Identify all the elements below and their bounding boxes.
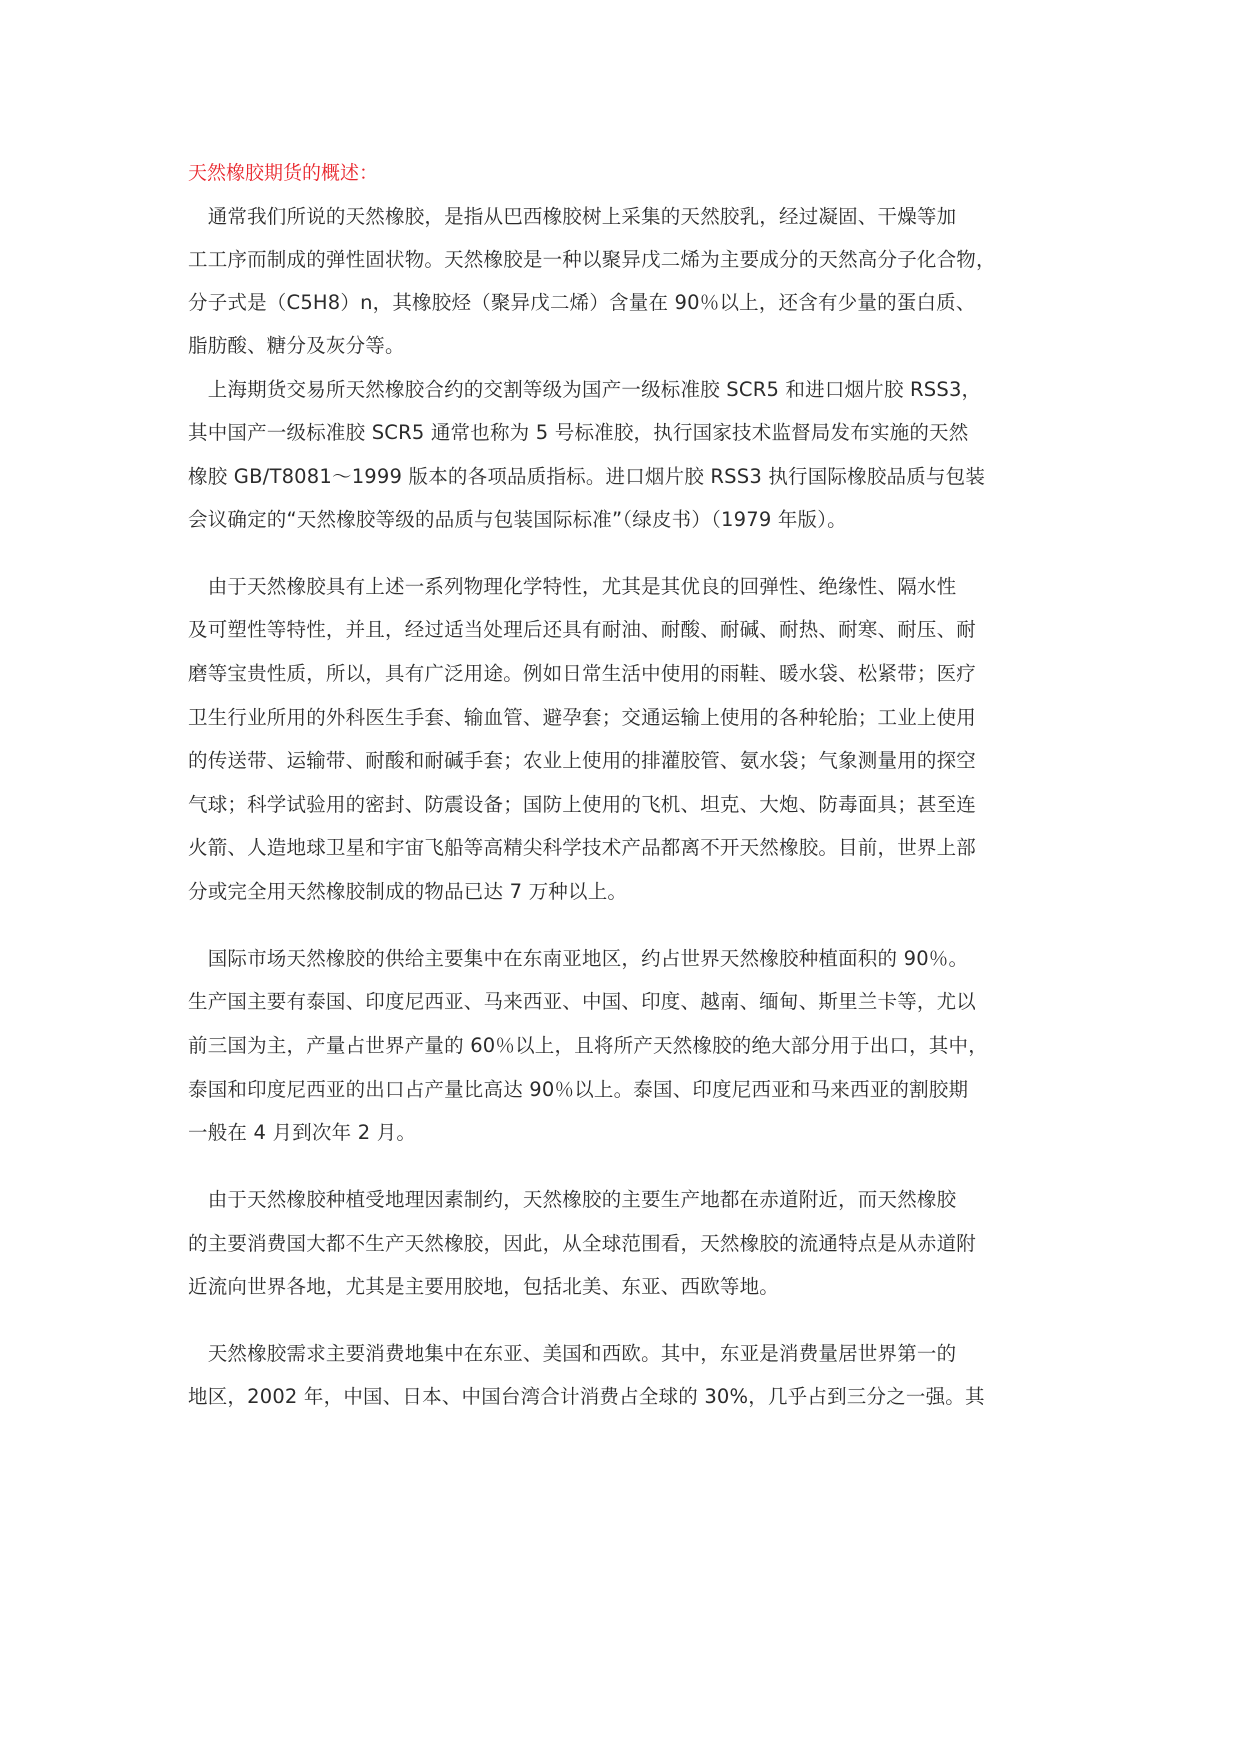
text-line: 的主要消费国大都不生产天然橡胶，因此，从全球范围看，天然橡胶的流通特点是从赤道附 [188, 1232, 977, 1255]
text-line: 泰国和印度尼西亚的出口占产量比高达 90％以上。泰国、印度尼西亚和马来西亚的割胶期 [188, 1078, 969, 1101]
text-line: 生产国主要有泰国、印度尼西亚、马来西亚、中国、印度、越南、缅甸、斯里兰卡等，尤以 [188, 990, 977, 1013]
text-line: 其中国产一级标准胶 SCR5 通常也称为 5 号标准胶，执行国家技术监督局发布实施的天然 [188, 421, 969, 444]
text-line: 前三国为主，产量占世界产量的 60％以上，且将所产天然橡胶的绝大部分用于出口，其中， [188, 1034, 988, 1057]
text-line: 由于天然橡胶具有上述一系列物理化学特性，尤其是其优良的回弹性、绝缘性、隔水性 [188, 575, 957, 598]
text-line: 通常我们所说的天然橡胶，是指从巴西橡胶树上采集的天然胶乳，经过凝固、干燥等加 [188, 205, 957, 228]
text-line: 气球；科学试验用的密封、防震设备；国防上使用的飞机、坦克、大炮、防毒面具；甚至连 [188, 793, 977, 816]
text-line: 橡胶 GB/T8081～1999 版本的各项品质指标。进口烟片胶 RSS3 执行国际橡胶品质与包装 [188, 465, 986, 488]
text-line: 火箭、人造地球卫星和宇宙飞船等高精尖科学技术产品都离不开天然橡胶。目前，世界上部 [188, 836, 977, 859]
text-line: 地区，2002 年，中国、日本、中国台湾合计消费占全球的 30%，几乎占到三分之一强。其 [188, 1385, 985, 1408]
text-line: 会议确定的“天然橡胶等级的品质与包装国际标准”（绿皮书）（1979 年版）。 [188, 508, 847, 531]
text-line: 由于天然橡胶种植受地理因素制约，天然橡胶的主要生产地都在赤道附近，而天然橡胶 [188, 1188, 957, 1211]
text-line: 一般在 4 月到次年 2 月。 [188, 1121, 417, 1144]
text-line: 的传送带、运输带、耐酸和耐碱手套；农业上使用的排灌胶管、氨水袋；气象测量用的探空 [188, 749, 977, 772]
text-line: 磨等宝贵性质，所以，具有广泛用途。例如日常生活中使用的雨鞋、暖水袋、松紧带；医疗 [188, 662, 977, 685]
text-line: 工工序而制成的弹性固状物。天然橡胶是一种以聚异戊二烯为主要成分的天然高分子化合物， [188, 248, 996, 271]
document-title: 天然橡胶期货的概述： [188, 162, 379, 184]
text-line: 及可塑性等特性，并且，经过适当处理后还具有耐油、耐酸、耐碱、耐热、耐寒、耐压、耐 [188, 618, 977, 641]
text-line: 分或完全用天然橡胶制成的物品已达 7 万种以上。 [188, 880, 628, 903]
text-line: 国际市场天然橡胶的供给主要集中在东南亚地区，约占世界天然橡胶种植面积的 90％。 [188, 947, 969, 970]
text-line: 近流向世界各地，尤其是主要用胶地，包括北美、东亚、西欧等地。 [188, 1275, 780, 1298]
text-line: 天然橡胶需求主要消费地集中在东亚、美国和西欧。其中，东亚是消费量居世界第一的 [188, 1342, 957, 1365]
text-line: 卫生行业所用的外科医生手套、输血管、避孕套；交通运输上使用的各种轮胎；工业上使用 [188, 706, 977, 729]
text-line: 上海期货交易所天然橡胶合约的交割等级为国产一级标准胶 SCR5 和进口烟片胶 RSS3， [188, 378, 982, 401]
text-line: 脂肪酸、糖分及灰分等。 [188, 334, 405, 357]
text-line: 分子式是（C5H8）n，其橡胶烃（聚异戊二烯）含量在 90％以上，还含有少量的蛋白质、 [188, 291, 976, 314]
